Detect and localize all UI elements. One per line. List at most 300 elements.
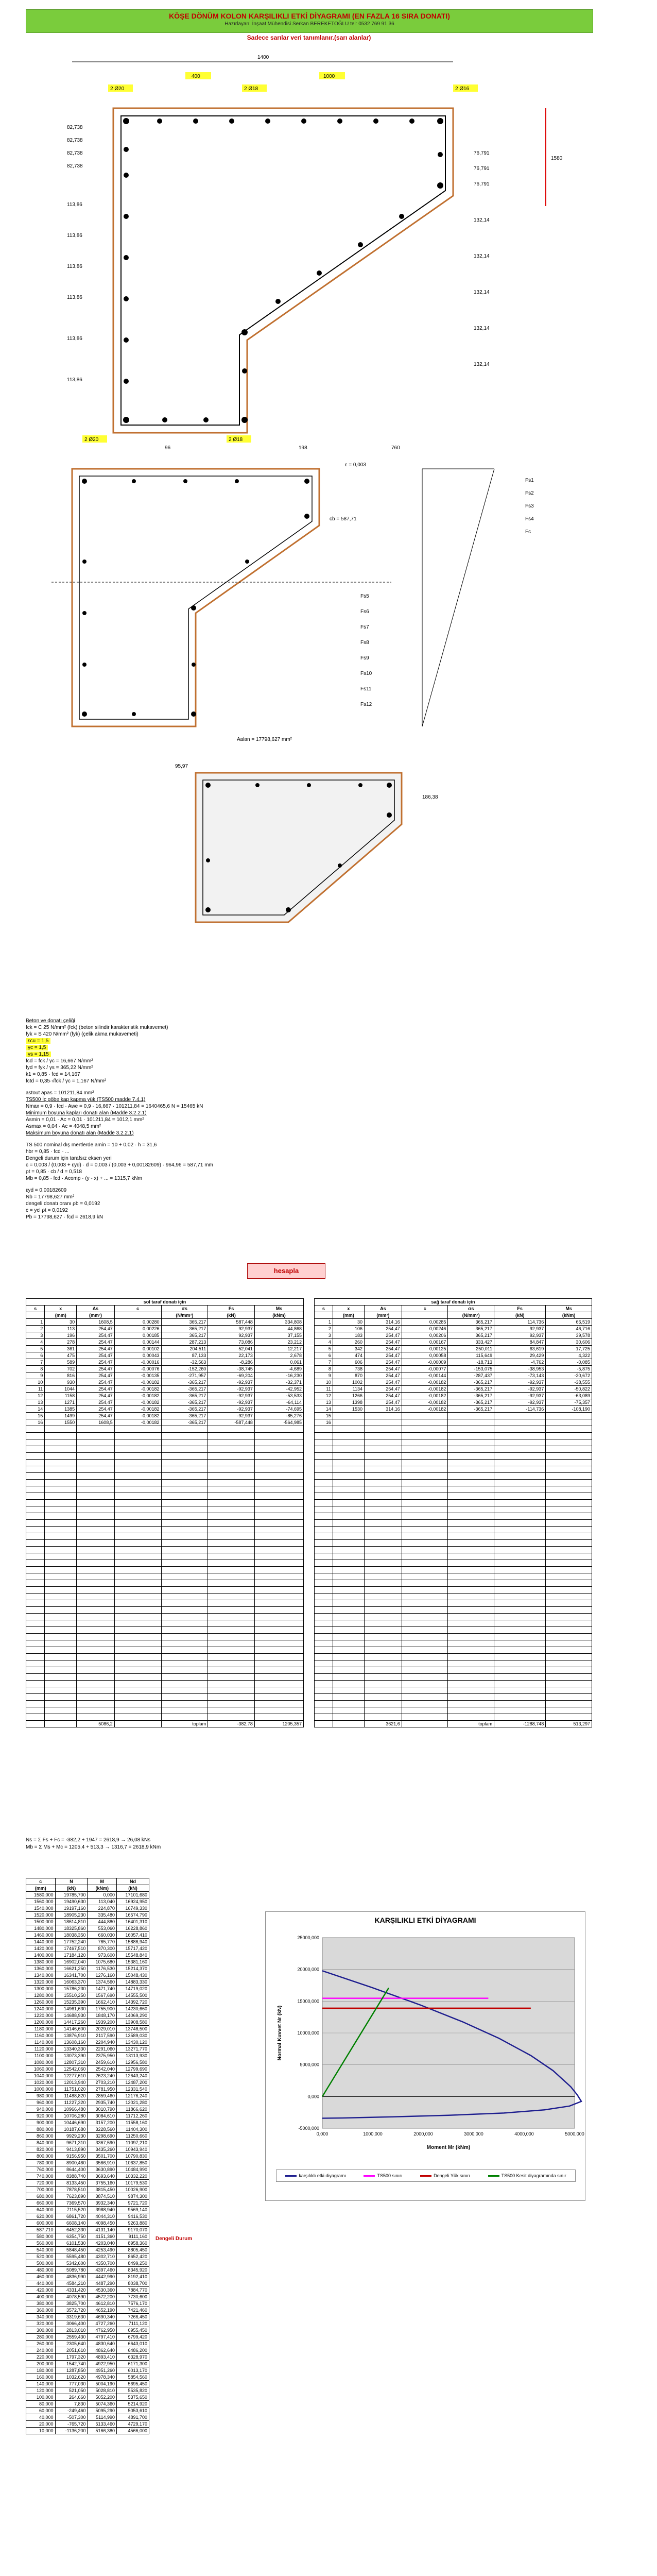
table-cell: 254,47 — [77, 1346, 115, 1352]
table-cell — [254, 1500, 303, 1506]
table-cell — [494, 1460, 546, 1466]
y-tick-label: 5000,000 — [300, 2062, 319, 2067]
table-cell — [45, 1707, 77, 1714]
table-cell — [45, 1667, 77, 1674]
table-cell — [26, 1694, 45, 1701]
empty-row — [26, 1620, 304, 1627]
table-cell: 14230,660 — [117, 2006, 149, 2012]
table-cell: 14555,500 — [117, 1992, 149, 1999]
empty-row — [26, 1594, 304, 1600]
table-cell: 8192,410 — [117, 2274, 149, 2280]
table-cell — [494, 1453, 546, 1460]
column-unit — [26, 1312, 45, 1319]
table-cell: 3319,630 — [55, 2314, 88, 2320]
table-cell — [45, 1587, 77, 1594]
table-cell — [448, 1413, 494, 1419]
table-cell — [208, 1594, 255, 1600]
param-line: Beton ve donatı çeliği — [26, 1018, 75, 1024]
empty-row — [26, 1694, 304, 1701]
table-cell — [114, 1687, 161, 1694]
table-cell — [45, 1473, 77, 1480]
param-input[interactable]: γc = 1,5 — [26, 1045, 48, 1050]
table-cell — [402, 1600, 448, 1607]
table-cell — [546, 1580, 592, 1587]
table-cell — [161, 1460, 208, 1466]
table-cell — [333, 1654, 364, 1660]
table-cell — [114, 1674, 161, 1681]
table-cell — [364, 1714, 402, 1721]
table-row — [26, 2213, 149, 2220]
table-cell: 254,47 — [364, 1332, 402, 1339]
table-cell: 520,000 — [26, 2253, 56, 2260]
table-cell: 10484,990 — [117, 2166, 149, 2173]
table-cell: 1420,000 — [26, 1945, 56, 1952]
table-row — [315, 1339, 592, 1346]
x-tick-label: 0,000 — [316, 2131, 328, 2137]
table-cell: 2859,460 — [88, 2093, 117, 2099]
table-cell: 14146,600 — [55, 2026, 88, 2032]
table-cell — [45, 1426, 77, 1433]
table-cell: 11 — [315, 1386, 333, 1393]
table-cell: 1300,000 — [26, 1986, 56, 1992]
table-cell: 254,47 — [77, 1366, 115, 1372]
column-unit: (mm²) — [364, 1312, 402, 1319]
table-cell: 4203,040 — [88, 2240, 117, 2247]
table-cell: 361 — [45, 1346, 77, 1352]
table-cell — [448, 1486, 494, 1493]
table-cell — [208, 1667, 255, 1674]
table-cell: -365,217 — [448, 1379, 494, 1386]
table-cell: 0,000 — [88, 1892, 117, 1899]
table-cell — [208, 1647, 255, 1654]
table-cell: -765,720 — [55, 2421, 88, 2428]
empty-row — [26, 1486, 304, 1493]
legend-label: karşılıklı etki diyagramı — [299, 2173, 346, 2178]
table-cell: 13608,160 — [55, 2039, 88, 2046]
table-row — [26, 2381, 149, 2387]
table-cell: 365,217 — [161, 1319, 208, 1326]
total-cell: 513,297 — [546, 1721, 592, 1727]
table-cell — [45, 1714, 77, 1721]
table-cell — [254, 1540, 303, 1547]
svg-text:Fs6: Fs6 — [360, 609, 369, 615]
table-cell — [114, 1600, 161, 1607]
table-cell: 254,47 — [77, 1359, 115, 1366]
dim-top-5: 2 Ø16 — [455, 86, 470, 92]
table-cell — [161, 1439, 208, 1446]
table-cell — [315, 1473, 333, 1480]
table-cell — [114, 1567, 161, 1573]
svg-text:Fs8: Fs8 — [360, 640, 369, 646]
table-cell — [161, 1540, 208, 1547]
table-cell — [254, 1674, 303, 1681]
table-cell — [333, 1413, 364, 1419]
table-cell — [254, 1493, 303, 1500]
table-cell: 12013,940 — [55, 2079, 88, 2086]
table-cell: 2 — [315, 1326, 333, 1332]
table-cell: 140,000 — [26, 2381, 56, 2387]
table-cell: 4131,140 — [88, 2227, 117, 2233]
table-cell — [546, 1620, 592, 1627]
table-cell — [161, 1493, 208, 1500]
table-row — [26, 1986, 149, 1992]
table-cell — [114, 1547, 161, 1553]
table-cell: -69,204 — [208, 1372, 255, 1379]
table-cell: 7576,170 — [117, 2300, 149, 2307]
table-cell — [315, 1560, 333, 1567]
table-cell: -365,217 — [161, 1393, 208, 1399]
table-cell: -92,937 — [494, 1399, 546, 1406]
empty-row — [26, 1533, 304, 1540]
table-cell — [315, 1540, 333, 1547]
table-cell: 9416,530 — [117, 2213, 149, 2220]
svg-text:198: 198 — [299, 445, 307, 451]
empty-row — [315, 1640, 592, 1647]
table-cell — [26, 1520, 45, 1527]
table-row — [26, 1372, 304, 1379]
table-cell — [546, 1614, 592, 1620]
table-cell: 254,47 — [77, 1326, 115, 1332]
empty-row — [26, 1493, 304, 1500]
table-row — [26, 2414, 149, 2421]
empty-row — [315, 1547, 592, 1553]
table-cell: 400,000 — [26, 2294, 56, 2300]
table-cell — [546, 1573, 592, 1580]
table-cell — [333, 1660, 364, 1667]
table-cell: 22,173 — [208, 1352, 255, 1359]
table-row — [26, 2227, 149, 2233]
table-cell — [315, 1714, 333, 1721]
table-cell: 740,000 — [26, 2173, 56, 2180]
table-cell: 12 — [26, 1393, 45, 1399]
table-cell: 2459,610 — [88, 2059, 117, 2066]
table-cell — [333, 1647, 364, 1654]
table-cell — [315, 1446, 333, 1453]
table-cell — [448, 1419, 494, 1426]
table-cell — [77, 1453, 115, 1460]
table-cell: 3501,700 — [88, 2153, 117, 2160]
table-cell: 1002 — [333, 1379, 364, 1386]
table-cell — [26, 1687, 45, 1694]
table-cell: 765,770 — [88, 1939, 117, 1945]
table-cell: 360,000 — [26, 2307, 56, 2314]
table-row — [26, 2220, 149, 2227]
table-row — [26, 2032, 149, 2039]
table-cell — [254, 1480, 303, 1486]
table-cell — [448, 1493, 494, 1500]
table-cell: 1020,000 — [26, 2079, 56, 2086]
total-cell — [45, 1721, 77, 1727]
table-cell — [364, 1547, 402, 1553]
table-cell: 11712,260 — [117, 2113, 149, 2120]
table-cell — [364, 1500, 402, 1506]
table-cell: 14417,260 — [55, 2019, 88, 2026]
table-row — [26, 1359, 304, 1366]
table-cell — [494, 1681, 546, 1687]
table-cell — [494, 1600, 546, 1607]
table-cell — [546, 1413, 592, 1419]
table-cell — [364, 1419, 402, 1426]
table-cell: 4487,290 — [88, 2280, 117, 2287]
table-cell: -365,217 — [161, 1406, 208, 1413]
table-cell — [45, 1674, 77, 1681]
empty-row — [315, 1466, 592, 1473]
table-cell — [546, 1473, 592, 1480]
svg-text:82,738: 82,738 — [67, 138, 83, 143]
table-cell — [254, 1614, 303, 1620]
table-cell — [402, 1594, 448, 1600]
table-cell — [254, 1660, 303, 1667]
table-cell — [333, 1667, 364, 1674]
table-cell — [448, 1627, 494, 1634]
table-cell — [208, 1714, 255, 1721]
table-cell: 13 — [26, 1399, 45, 1406]
table-row — [315, 1352, 592, 1359]
table-cell: 5004,190 — [88, 2381, 117, 2387]
table-cell — [208, 1614, 255, 1620]
table-cell — [364, 1453, 402, 1460]
table-cell — [26, 1614, 45, 1620]
table-cell: 340,000 — [26, 2314, 56, 2320]
table-cell — [402, 1687, 448, 1694]
param-input[interactable]: γs = 1,15 — [26, 1052, 51, 1057]
table-cell — [254, 1433, 303, 1439]
table-cell: 3874,510 — [88, 2193, 117, 2200]
table-cell — [364, 1506, 402, 1513]
table-cell — [364, 1701, 402, 1707]
table-cell: 500,000 — [26, 2260, 56, 2267]
param-input[interactable]: εcu = 1,5 — [26, 1038, 50, 1044]
table-cell: 7369,570 — [55, 2200, 88, 2207]
table-cell — [364, 1466, 402, 1473]
table-cell — [494, 1647, 546, 1654]
table-cell: -85,276 — [254, 1413, 303, 1419]
legend-swatch — [420, 2175, 431, 2177]
table-cell: 640,000 — [26, 2207, 56, 2213]
table-cell: 40,000 — [26, 2414, 56, 2421]
table-row — [26, 1945, 149, 1952]
table-row — [26, 2093, 149, 2099]
svg-text:113,86: 113,86 — [67, 202, 82, 208]
table-cell — [45, 1607, 77, 1614]
table-cell: 10179,530 — [117, 2180, 149, 2187]
table-cell: 0,00167 — [402, 1339, 448, 1346]
table-cell — [448, 1714, 494, 1721]
table-cell: 870,300 — [88, 1945, 117, 1952]
table-cell: 4397,460 — [88, 2267, 117, 2274]
table-cell — [494, 1560, 546, 1567]
table-cell: -50,822 — [546, 1386, 592, 1393]
table-cell: 0,061 — [254, 1359, 303, 1366]
empty-row — [315, 1580, 592, 1587]
table-cell: 4044,310 — [88, 2213, 117, 2220]
table-cell: 1160,000 — [26, 2032, 56, 2039]
table-cell — [494, 1594, 546, 1600]
table-cell — [45, 1547, 77, 1553]
table-cell: 3988,940 — [88, 2207, 117, 2213]
table-cell — [315, 1634, 333, 1640]
empty-row — [26, 1500, 304, 1506]
table-cell: 1340,000 — [26, 1972, 56, 1979]
table-cell: 254,47 — [364, 1352, 402, 1359]
table-cell: 17467,510 — [55, 1945, 88, 1952]
table-cell — [402, 1647, 448, 1654]
table-cell — [364, 1674, 402, 1681]
table-cell — [254, 1466, 303, 1473]
calculate-button[interactable]: hesapla — [247, 1263, 325, 1279]
table-cell: 6608,140 — [55, 2220, 88, 2227]
table-row — [26, 2267, 149, 2274]
table-cell — [161, 1660, 208, 1667]
table-row — [26, 2294, 149, 2300]
param-line: hbr = 0,85 · fcd · ... — [26, 1149, 70, 1155]
empty-row — [315, 1681, 592, 1687]
table-cell — [161, 1687, 208, 1694]
table-cell — [402, 1620, 448, 1627]
table-cell: 17752,240 — [55, 1939, 88, 1945]
table-row — [26, 2421, 149, 2428]
empty-row — [315, 1439, 592, 1446]
table-cell — [26, 1660, 45, 1667]
empty-row — [315, 1694, 592, 1701]
table-cell — [208, 1480, 255, 1486]
table-cell — [161, 1701, 208, 1707]
table-cell: 6452,330 — [55, 2227, 88, 2233]
table-cell: 816 — [45, 1372, 77, 1379]
empty-row — [26, 1580, 304, 1587]
table-cell — [77, 1500, 115, 1506]
table-cell — [161, 1453, 208, 1460]
table-cell: -0,00182 — [114, 1379, 161, 1386]
empty-row — [26, 1527, 304, 1533]
table-cell — [333, 1560, 364, 1567]
table-cell — [26, 1446, 45, 1453]
svg-text:113,86: 113,86 — [67, 264, 82, 269]
table-cell — [208, 1620, 255, 1627]
column-header: M — [88, 1878, 117, 1885]
table-cell — [114, 1614, 161, 1620]
empty-row — [26, 1614, 304, 1620]
table-row — [26, 1332, 304, 1339]
table-cell — [208, 1486, 255, 1493]
table-cell: 553,060 — [88, 1925, 117, 1932]
table-row — [26, 1939, 149, 1945]
svg-text:76,791: 76,791 — [474, 181, 490, 187]
table-cell: 18614,810 — [55, 1919, 88, 1925]
table-cell — [402, 1573, 448, 1580]
table-row — [26, 2120, 149, 2126]
table-cell: 800,000 — [26, 2153, 56, 2160]
table-cell: 314,16 — [364, 1406, 402, 1413]
empty-row — [26, 1553, 304, 1560]
table-cell — [333, 1540, 364, 1547]
table-cell: 10 — [315, 1379, 333, 1386]
table-cell — [546, 1533, 592, 1540]
table-cell — [161, 1640, 208, 1647]
table-cell — [315, 1547, 333, 1553]
table-cell: 204,511 — [161, 1346, 208, 1352]
table-cell — [546, 1640, 592, 1647]
table-cell: 8388,740 — [55, 2173, 88, 2180]
table-cell — [77, 1540, 115, 1547]
table-row — [26, 2113, 149, 2120]
table-cell — [315, 1520, 333, 1527]
table-cell — [448, 1480, 494, 1486]
table-cell — [45, 1620, 77, 1627]
table-cell: -0,00182 — [114, 1413, 161, 1419]
table-cell: 13589,030 — [117, 2032, 149, 2039]
table-cell — [315, 1681, 333, 1687]
table-cell — [161, 1654, 208, 1660]
table-cell — [26, 1473, 45, 1480]
table-row — [315, 1386, 592, 1393]
table-cell: 84,847 — [494, 1339, 546, 1346]
totals-row — [26, 1721, 304, 1727]
empty-row — [26, 1473, 304, 1480]
title-bar — [26, 9, 593, 33]
table-cell: 4836,990 — [55, 2274, 88, 2280]
empty-row — [26, 1660, 304, 1667]
empty-row — [315, 1473, 592, 1480]
empty-row — [315, 1433, 592, 1439]
empty-row — [26, 1426, 304, 1433]
table-cell: 420,000 — [26, 2287, 56, 2294]
table-cell — [254, 1701, 303, 1707]
table-cell — [315, 1600, 333, 1607]
table-cell: 254,47 — [364, 1366, 402, 1372]
table-cell — [494, 1413, 546, 1419]
table-cell — [333, 1433, 364, 1439]
empty-row — [315, 1587, 592, 1594]
table-cell — [315, 1654, 333, 1660]
table-cell — [494, 1667, 546, 1674]
table-row — [26, 2233, 149, 2240]
table-cell: 8805,450 — [117, 2247, 149, 2253]
table-cell: 1550 — [45, 1419, 77, 1426]
table-cell — [161, 1587, 208, 1594]
table-cell: 2935,740 — [88, 2099, 117, 2106]
svg-text:760: 760 — [391, 445, 400, 451]
table-cell — [333, 1567, 364, 1573]
table-cell — [448, 1687, 494, 1694]
table-cell — [448, 1567, 494, 1573]
table-row — [26, 2394, 149, 2401]
table-cell — [26, 1587, 45, 1594]
table-cell: 114,736 — [494, 1319, 546, 1326]
table-cell — [333, 1446, 364, 1453]
table-cell: 18038,350 — [55, 1932, 88, 1939]
empty-row — [26, 1466, 304, 1473]
interaction-values-table — [26, 1878, 149, 2434]
table-cell — [364, 1694, 402, 1701]
table-cell: 280,000 — [26, 2334, 56, 2341]
table-cell — [315, 1660, 333, 1667]
table-cell — [26, 1513, 45, 1520]
table-cell — [364, 1513, 402, 1520]
table-cell — [494, 1660, 546, 1667]
table-cell — [77, 1439, 115, 1446]
table-cell: 254,47 — [77, 1413, 115, 1419]
table-cell: -73,143 — [494, 1372, 546, 1379]
table-cell: 13340,330 — [55, 2046, 88, 2053]
table-cell: 0,00246 — [402, 1326, 448, 1332]
table-row — [26, 2039, 149, 2046]
table-cell — [26, 1620, 45, 1627]
svg-text:Fs7: Fs7 — [360, 624, 369, 630]
table-cell — [161, 1634, 208, 1640]
table-cell — [77, 1694, 115, 1701]
table-cell: 1398 — [333, 1399, 364, 1406]
